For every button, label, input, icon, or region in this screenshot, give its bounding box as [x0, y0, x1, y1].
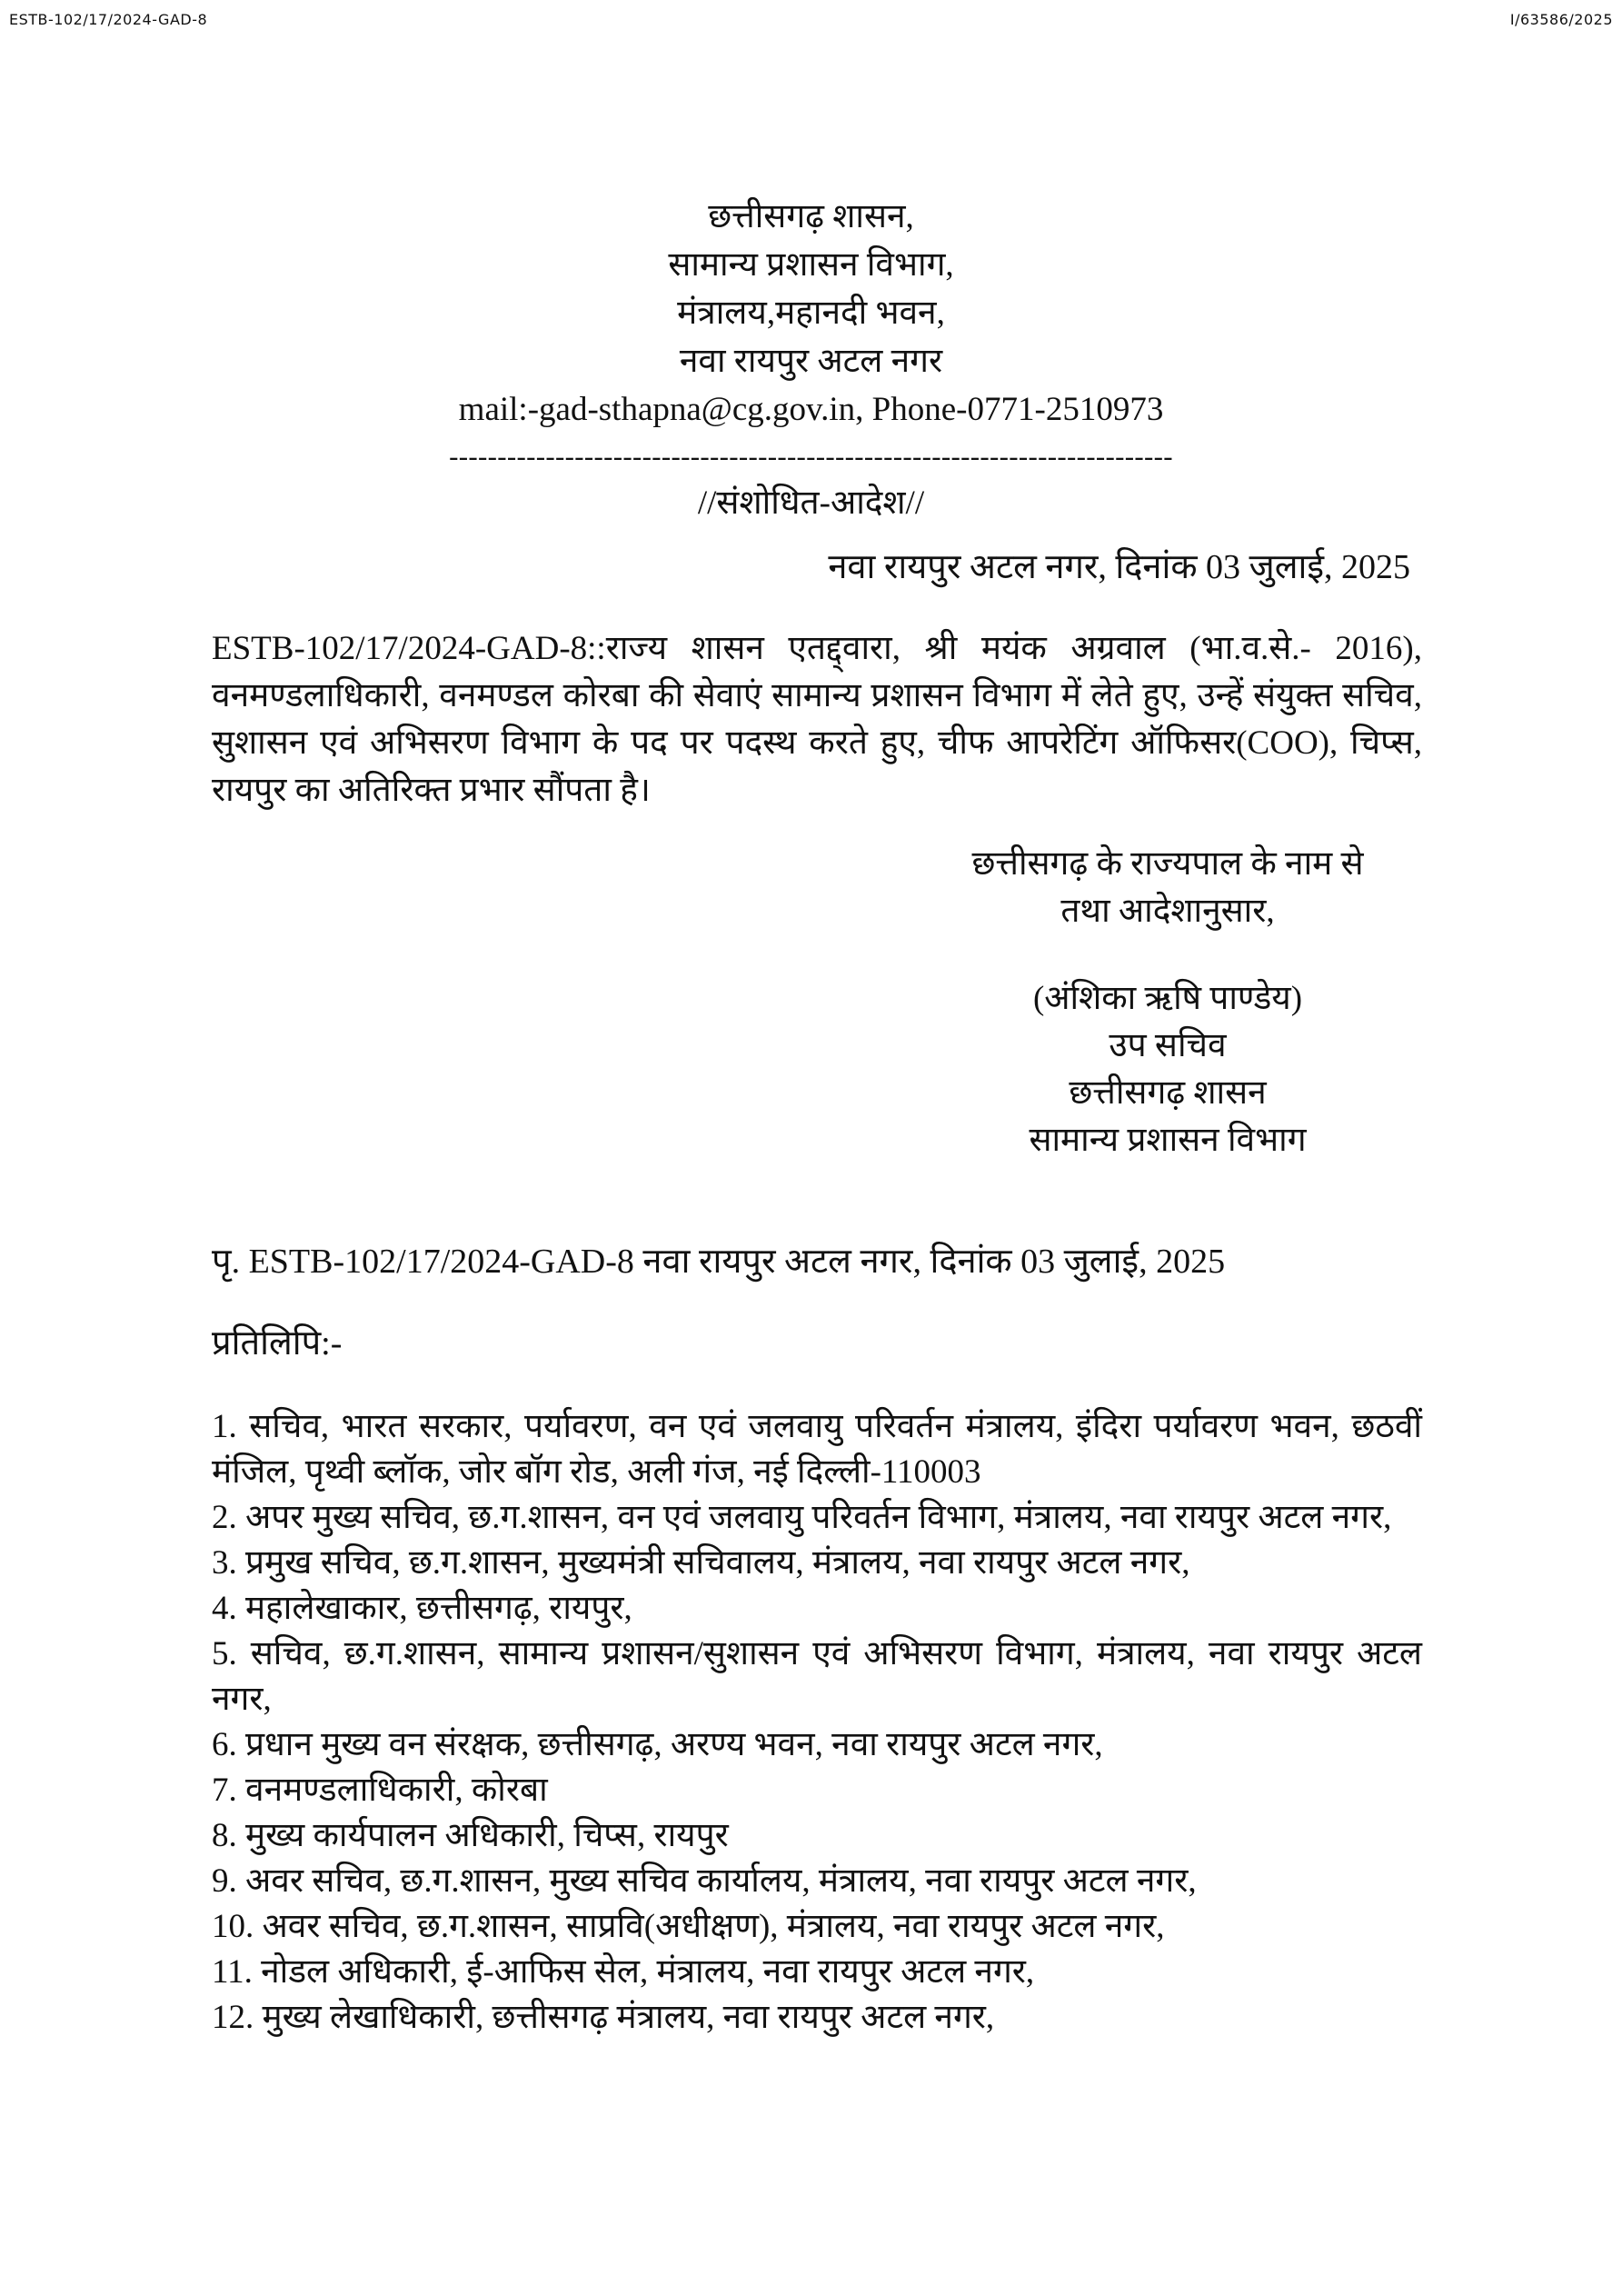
signature-authority-line2: तथा आदेशानुसार,: [1060, 893, 1275, 930]
signatory-org2: सामान्य प्रशासन विभाग: [1029, 1122, 1307, 1159]
signatory-org1: छत्तीसगढ़ शासन: [1069, 1074, 1267, 1112]
file-number: ESTB-102/17/2024-GAD-8: [9, 11, 208, 28]
order-title: //संशोधित-आदेश//: [697, 484, 925, 522]
list-item: 5. सचिव, छ.ग.शासन, सामान्य प्रशासन/सुशासन एवं अभिसरण विभाग, मंत्रालय, नवा रायपुर अटल नगर,: [212, 1635, 1422, 1718]
letterhead: [0, 193, 1622, 527]
signatory-name: (अंशिका ऋषि पाण्डेय): [1032, 980, 1303, 1017]
letterhead-city: नवा रायपुर अटल नगर: [679, 343, 943, 380]
receipt-number: I/63586/2025: [1509, 11, 1613, 28]
copy-to-list: [212, 1404, 1422, 2041]
list-item: 2. अपर मुख्य सचिव, छ.ग.शासन, वन एवं जलवायु परिवर्तन विभाग, मंत्रालय, नवा रायपुर अटल नगर,: [212, 1499, 1392, 1536]
order-body: ESTB-102/17/2024-GAD-8::राज्य शासन एतद्द्वारा, श्री मयंक अग्रवाल (भा.व.से.- 2016), वनमण्डलाधिकारी, वनमण्डल कोरबा की सेवाएं सामान्य प्रशासन विभाग में लेते हुए, उन्हें संयुक्त सचिव, सुशासन एवं अभिसरण विभाग के पद पर पदस्थ करते हुए, चीफ आपरेटिंग ऑफिसर(COO), चिप्स, रायपुर का अतिरिक्त प्रभार सौंपता है।: [212, 630, 1422, 809]
list-item: 9. अवर सचिव, छ.ग.शासन, मुख्य सचिव कार्यालय, मंत्रालय, नवा रायपुर अटल नगर,: [212, 1862, 1197, 1900]
signature-authority-line1: छत्तीसगढ़ के राज्यपाल के नाम से: [971, 845, 1364, 883]
letterhead-building: मंत्रालय,महानदी भवन,: [677, 294, 945, 332]
copy-to-label: प्रतिलिपि:-: [212, 1324, 343, 1363]
letterhead-contact: mail:-gad-sthapna@cg.gov.in, Phone-0771-2510973: [458, 391, 1164, 428]
top-bar: [9, 11, 1613, 33]
signature-block: [850, 841, 1486, 1164]
list-item: 11. नोडल अधिकारी, ई-आफिस सेल, मंत्रालय, नवा रायपुर अटल नगर,: [212, 1953, 1035, 1991]
list-item: 3. प्रमुख सचिव, छ.ग.शासन, मुख्यमंत्री सचिवालय, मंत्रालय, नवा रायपुर अटल नगर,: [212, 1544, 1190, 1582]
endorsement-reference: पृ. ESTB-102/17/2024-GAD-8 नवा रायपुर अटल नगर, दिनांक 03 जुलाई, 2025: [212, 1243, 1226, 1281]
list-item: 8. मुख्य कार्यपालन अधिकारी, चिप्स, रायपुर: [212, 1817, 729, 1854]
order-date: नवा रायपुर अटल नगर, दिनांक 03 जुलाई, 2025: [828, 548, 1410, 586]
list-item: 10. अवर सचिव, छ.ग.शासन, साप्रवि(अधीक्षण), मंत्रालय, नवा रायपुर अटल नगर,: [212, 1908, 1165, 1945]
list-item: 6. प्रधान मुख्य वन संरक्षक, छत्तीसगढ़, अरण्य भवन, नवा रायपुर अटल नगर,: [212, 1726, 1103, 1763]
letterhead-department: सामान्य प्रशासन विभाग,: [668, 246, 954, 284]
divider-line: ---------------------------------------------------------------------------: [449, 440, 1173, 472]
list-item: 1. सचिव, भारत सरकार, पर्यावरण, वन एवं जलवायु परिवर्तन मंत्रालय, इंदिरा पर्यावरण भवन, छठवीं मंजिल, पृथ्वी ब्लॉक, जोर बॉग रोड, अली गंज, नई दिल्ली-110003: [212, 1408, 1422, 1491]
letterhead-government: छत्तीसगढ़ शासन,: [708, 198, 914, 235]
list-item: 12. मुख्य लेखाधिकारी, छत्तीसगढ़ मंत्रालय, नवा रायपुर अटल नगर,: [212, 1999, 995, 2036]
list-item: 7. वनमण्डलाधिकारी, कोरबा: [212, 1772, 548, 1809]
list-item: 4. महालेखाकार, छत्तीसगढ़, रायपुर,: [212, 1590, 632, 1627]
signatory-designation: उप सचिव: [1109, 1027, 1227, 1064]
